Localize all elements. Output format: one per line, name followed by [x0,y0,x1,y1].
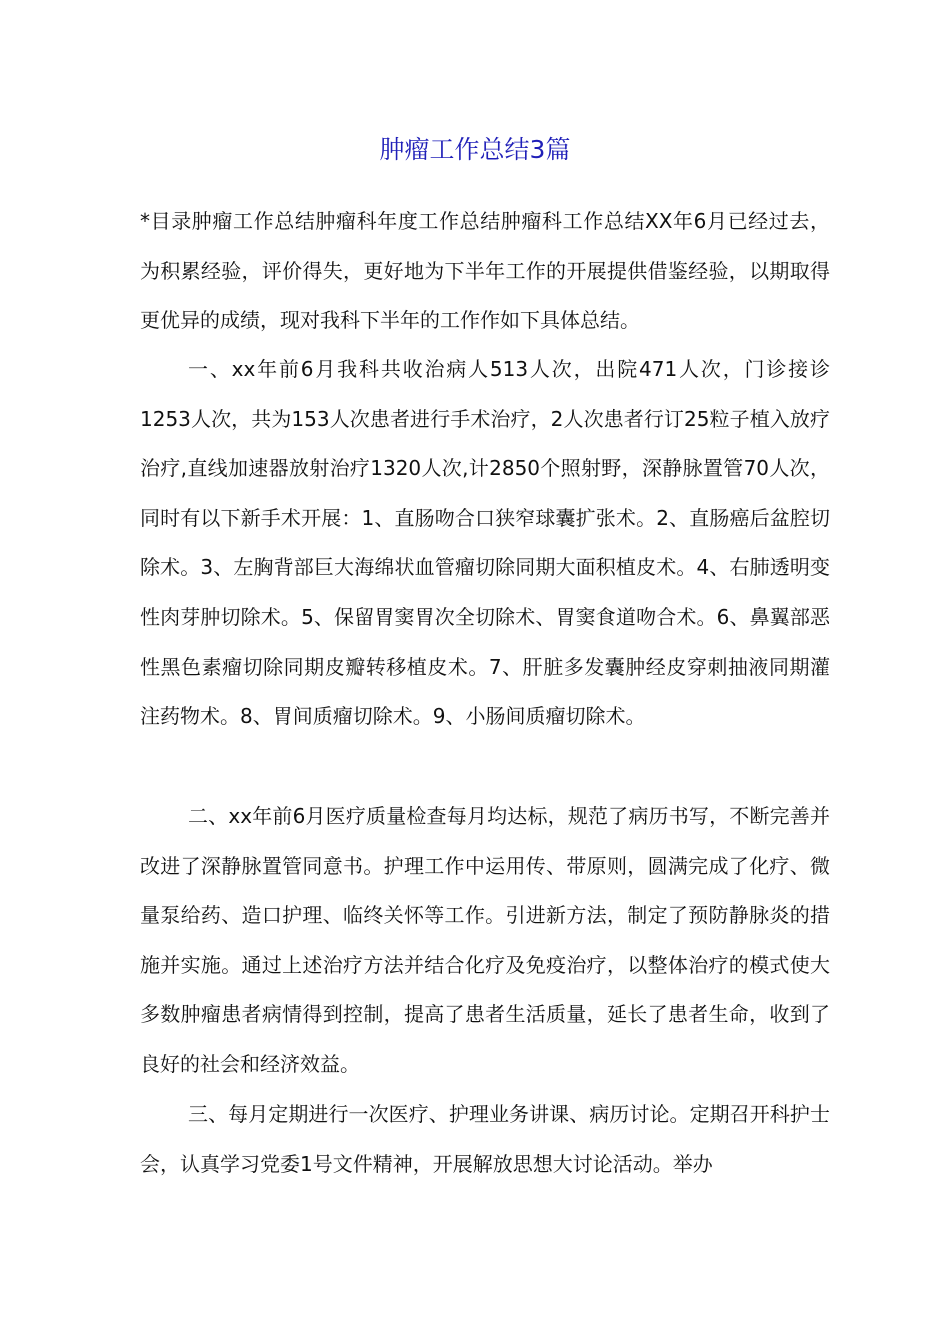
document-title: 肿瘤工作总结3篇 [379,135,571,164]
section-2-paragraph: 二、xx年前6月医疗质量检查每月均达标，规范了病历书写，不断完善并改进了深静脉置管同意书。护理工作中运用传、带原则，圆满完成了化疗、微量泵给药、造口护理、临终关怀等工作。引进新方法，制定了预防静脉炎的措施并实施。通过上述治疗方法并结合化疗及免疫治疗，以整体治疗的模式使大多数肿瘤患者病情得到控制，提高了患者生活质量，延长了患者生命，收到了良好的社会和经济效益。 [140,804,830,1076]
section-3-paragraph: 三、每月定期进行一次医疗、护理业务讲课、病历讨论。定期召开科护士会，认真学习党委1号文件精神，开展解放思想大讨论活动。举办 [140,1102,830,1176]
section-1-paragraph: 一、xx年前6月我科共收治病人513人次，出院471人次，门诊接诊1253人次，共为153人次患者进行手术治疗，2人次患者行订25粒子植入放疗治疗,直线加速器放射治疗1320人次,计2850个照射野，深静脉置管70人次，同时有以下新手术开展：1、直肠吻合口狭窄球囊扩张术。2、直肠癌后盆腔切除术。3、左胸背部巨大海绵状血管瘤切除同期大面积植皮术。4、右肺透明变性肉芽肿切除术。5、保留胃窦胃次全切除术、胃窦食道吻合术。6、鼻翼部恶性黑色素瘤切除同期皮瓣转移植皮术。7、肝脏多发囊肿经皮穿刺抽液同期灌注药物术。8、胃间质瘤切除术。9、小肠间质瘤切除术。 [140,357,830,729]
intro-paragraph: *目录肿瘤工作总结肿瘤科年度工作总结肿瘤科工作总结XX年6月已经过去，为积累经验，评价得失，更好地为下半年工作的开展提供借鉴经验，以期取得更优异的成绩，现对我科下半年的工作作如下具体总结。 [140,209,830,333]
